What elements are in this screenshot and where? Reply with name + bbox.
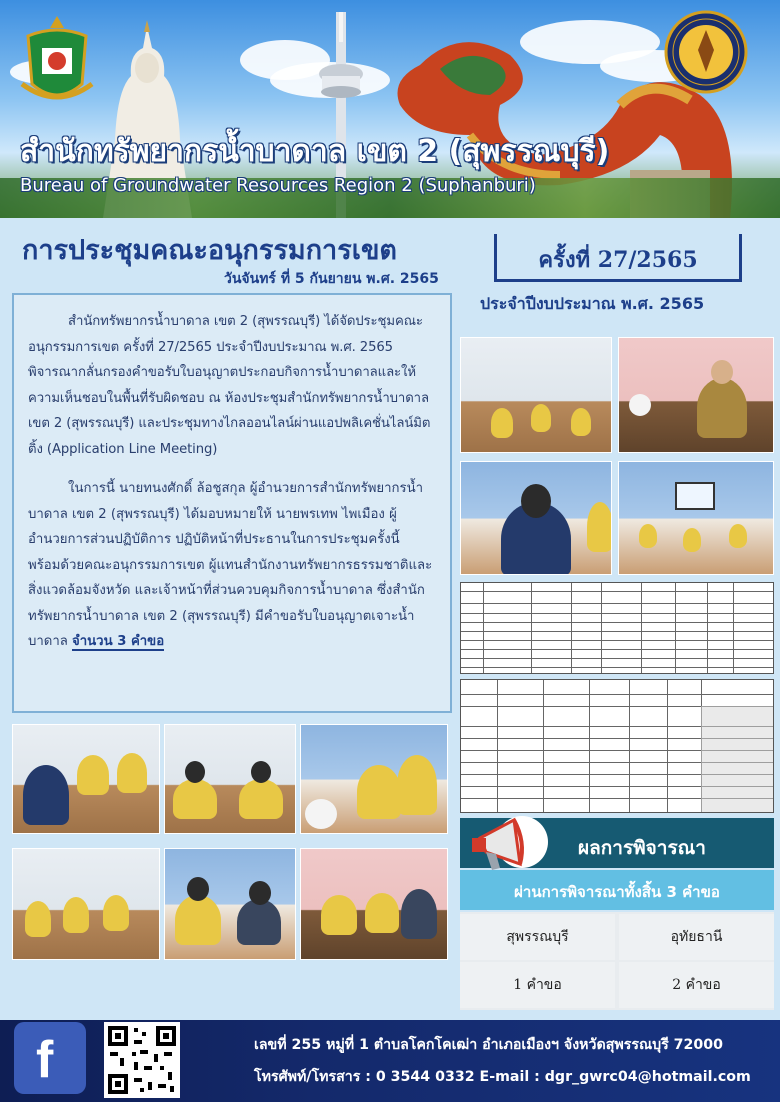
summary-paragraph-2-text: ในการนี้ นายทนงศักดิ์ ล้อชูสกุล ผู้อำนวยการสำนักทรัพยากรน้ำบาดาล เขต 2 (สุพรรณบุรี) ได้มอบหมายให้ นายพรเทพ ไพเมือง ผู้อำนวยการส่วนปฏิบัติการ ปฏิบัติหน้าที่ประธานในการประชุมครั้งนี้ พร้อมด้วยคณะอนุกรรมการเขต ผู้แทนสำนักงานทรัพยากรธรรมชาติและสิ่งแวดล้อมจังหวัด และเจ้าหน้าที่ส่วนควบคุมกิจการน้ำบาดาล ซึ่งสำนักทรัพยากรน้ำบาดาล เขต 2 (สุพรรณบุรี) มีคำขอรับใบอนุญาตเจาะน้ำบาดาล (28, 481, 433, 649)
summary-paragraph-1: สำนักทรัพยากรน้ำบาดาล เขต 2 (สุพรรณบุรี) ได้จัดประชุมคณะอนุกรรมการเขต ครั้งที่ 27/2565 ประจำปีงบประมาณ พ.ศ. 2565 พิจารณากลั่นกรองคำขอรับใบอนุญาตประกอบกิจการน้ำบาดาลและให้ความเห็นชอบในพื้นที่รับผิดชอบ ณ ห้องประชุมสำนักทรัพยากรน้ำบาดาล เขต 2 (สุพรรณบุรี) และประชุมทางไกลออนไลน์ผ่านแอปพลิเคชั่นไลน์มิตติ้ง (Application Line Meeting) (28, 314, 431, 457)
agency-logo (18, 14, 96, 106)
province-count-1: 1 คำขอ (460, 962, 615, 1008)
results-grid (460, 912, 774, 1010)
footer-address: เลขที่ 255 หมู่ที่ 1 ตำบลโคกโคเฒ่า อำเภอเมืองฯ จังหวัดสุพรรณบุรี 72000 (254, 1037, 724, 1053)
results-title: ผลการพิจารณา (578, 837, 706, 859)
request-count-highlight: จำนวน 3 คำขอ (72, 634, 165, 649)
meeting-photo-room-wide (460, 337, 612, 453)
meeting-photo-officer (460, 461, 612, 575)
province-name-2: อุทัยธานี (619, 914, 774, 960)
results-subtitle: ผ่านการพิจารณาทั้งสิ้น 3 คำขอ (514, 883, 720, 901)
meeting-photo-2 (164, 724, 296, 834)
footer-contact: โทรศัพท์/โทรสาร : 0 3544 0332 E-mail : dgr_gwrc04@hotmail.com (254, 1069, 751, 1085)
meeting-photo-6 (300, 848, 448, 960)
megaphone-icon (464, 812, 554, 878)
license-statistics-table (460, 679, 774, 813)
meeting-photo-room-screen (618, 461, 774, 575)
province-count-2: 2 คำขอ (619, 962, 774, 1008)
meeting-title: การประชุมคณะอนุกรรมการเขต (22, 235, 397, 266)
summary-card (12, 293, 452, 713)
summary-paragraph-2 (28, 476, 436, 655)
department-seal (664, 10, 748, 94)
session-box (494, 234, 742, 282)
results-subtitle-bar (460, 870, 774, 910)
banner-title-english: Bureau of Groundwater Resources Region 2 (Suphanburi) (20, 175, 536, 196)
fiscal-year: ประจำปีงบประมาณ พ.ศ. 2565 (480, 294, 705, 313)
facebook-letter: f (36, 1031, 54, 1089)
meeting-photo-1 (12, 724, 160, 834)
session-number: ครั้งที่ 27/2565 (538, 247, 698, 273)
qr-code[interactable] (104, 1022, 180, 1098)
meeting-photo-3 (300, 724, 448, 834)
meeting-photo-4 (12, 848, 160, 960)
meeting-photo-chairman (618, 337, 774, 453)
province-name-1: สุพรรณบุรี (460, 914, 615, 960)
request-summary-table (460, 582, 774, 674)
header-banner (0, 0, 780, 218)
meeting-photo-5 (164, 848, 296, 960)
meeting-date: วันจันทร์ ที่ 5 กันยายน พ.ศ. 2565 (224, 271, 439, 287)
banner-title-thai: สำนักทรัพยากรน้ำบาดาล เขต 2 (สุพรรณบุรี) (20, 134, 610, 169)
